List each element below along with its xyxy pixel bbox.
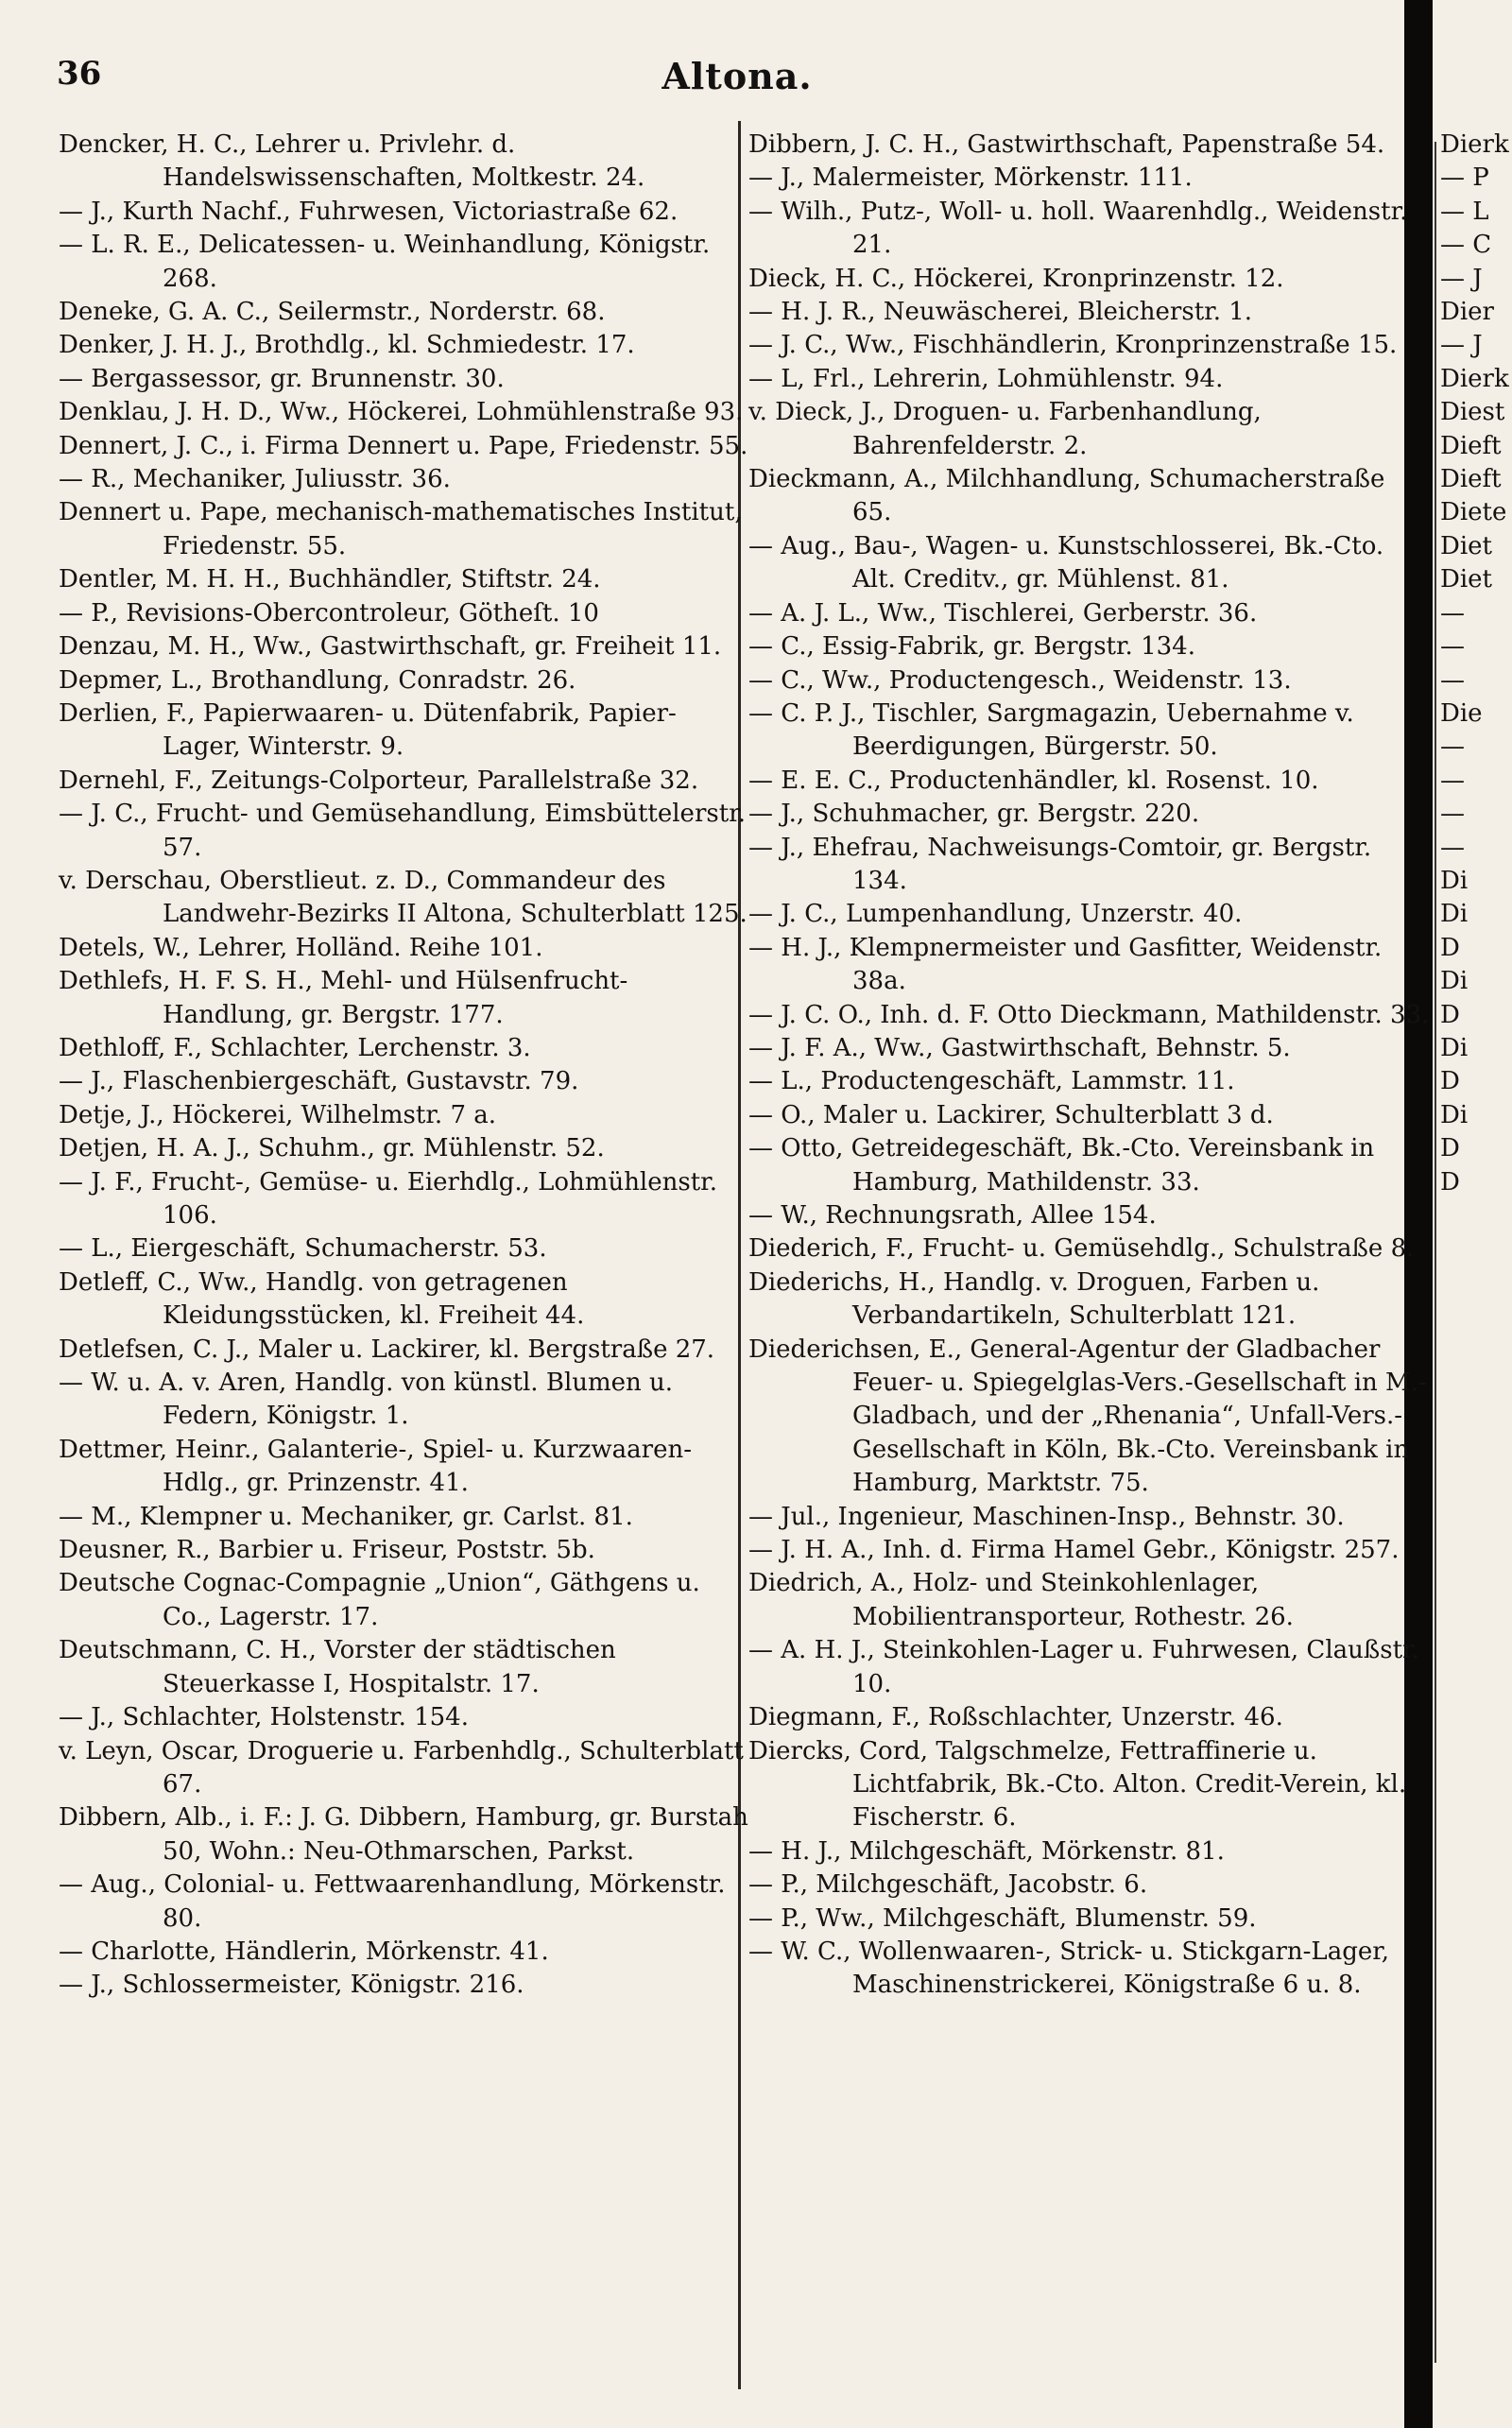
directory-entry: — Wilh., Putz-, Woll- u. holl. Waarenhdlg., Weidenstr. 21. (748, 197, 1408, 260)
directory-entry: — J. F. A., Ww., Gastwirthschaft, Behnstr. 5. (748, 1033, 1291, 1062)
directory-entry: — (1440, 800, 1465, 829)
directory-entry: Detleff, C., Ww., Handlg. von getragenen Kleidungsstücken, kl. Freiheit 44. (59, 1267, 585, 1331)
directory-entry: — L., Productengeschäft, Lammstr. 11. (748, 1067, 1235, 1096)
directory-entry: Die (1440, 698, 1483, 728)
directory-entry: Dierk (1440, 130, 1509, 159)
directory-entry: Derlien, F., Papierwaaren- u. Dütenfabrik, Papier-Lager, Winterstr. 9. (59, 698, 677, 762)
directory-entry: — Jul., Ingenieur, Maschinen-Insp., Behnstr. 30. (748, 1502, 1345, 1531)
directory-entry: — W., Rechnungsrath, Allee 154. (748, 1201, 1157, 1230)
directory-entry: — E. E. C., Productenhändler, kl. Rosenst. 10. (748, 766, 1319, 795)
directory-entry: Dibbern, J. C. H., Gastwirthschaft, Papenstraße 54. (748, 130, 1385, 159)
directory-entry: — J., Schuhmacher, gr. Bergstr. 220. (748, 800, 1200, 829)
directory-entry: v. Leyn, Oscar, Droguerie u. Farbenhdlg., Schulterblatt 67. (59, 1736, 744, 1799)
column-right-fragment (1440, 129, 1512, 1199)
directory-entry: Denklau, J. H. D., Ww., Höckerei, Lohmühlenstraße 93. (59, 398, 744, 427)
directory-entry: Dieft (1440, 431, 1502, 460)
page-title: Altona. (662, 55, 813, 97)
directory-entry: Di (1440, 866, 1469, 895)
directory-entry: — J. H. A., Inh. d. Firma Hamel Gebr., Königstr. 257. (748, 1536, 1400, 1565)
directory-entry: — H. J. R., Neuwäscherei, Bleicherstr. 1. (748, 298, 1253, 327)
directory-entry: — C., Ww., Productengesch., Weidenstr. 13. (748, 665, 1292, 695)
directory-entry: Dettmer, Heinr., Galanterie-, Spiel- u. Kurzwaaren-Hdlg., gr. Prinzenstr. 41. (59, 1435, 692, 1498)
directory-entry: Dentler, M. H. H., Buchhändler, Stiftstr. 24. (59, 565, 601, 594)
directory-entry: — H. J., Milchgeschäft, Mörkenstr. 81. (748, 1836, 1225, 1866)
directory-entry: Dierk (1440, 364, 1509, 393)
directory-entry: — P., Milchgeschäft, Jacobstr. 6. (748, 1870, 1148, 1900)
directory-entry: — (1440, 766, 1465, 795)
directory-entry: — C (1440, 231, 1492, 260)
directory-entry: Dieck, H. C., Höckerei, Kronprinzenstr. 12. (748, 264, 1284, 293)
directory-entry: — J., Flaschenbiergeschäft, Gustavstr. 79. (59, 1067, 579, 1096)
directory-entry: — J., Schlossermeister, Königstr. 216. (59, 1971, 524, 2000)
directory-entry: Dier (1440, 298, 1494, 327)
directory-entry: Diedrich, A., Holz- und Steinkohlenlager, Mobilientransporteur, Rothestr. 26. (748, 1569, 1294, 1631)
directory-entry: — (1440, 665, 1465, 695)
directory-entry: — C., Essig-Fabrik, gr. Bergstr. 134. (748, 632, 1195, 662)
directory-entry: Diet (1440, 565, 1492, 594)
directory-entry: — J (1440, 264, 1483, 293)
directory-entry: — A. H. J., Steinkohlen-Lager u. Fuhrwesen, Claußstr. 10. (748, 1636, 1419, 1698)
directory-entry: Deneke, G. A. C., Seilermstr., Norderstr. 68. (59, 298, 606, 327)
directory-entry: — J., Ehefrau, Nachweisungs-Comtoir, gr. Bergstr. 134. (748, 833, 1372, 895)
directory-entry: Diest (1440, 398, 1505, 427)
page-header (57, 55, 1418, 112)
directory-entry: Detjen, H. A. J., Schuhm., gr. Mühlenstr. 52. (59, 1134, 605, 1163)
directory-entry: Denzau, M. H., Ww., Gastwirthschaft, gr. Freiheit 11. (59, 632, 722, 662)
directory-entry: Di (1440, 1033, 1469, 1062)
directory-entry: — (1440, 732, 1465, 762)
directory-entry: — P., Ww., Milchgeschäft, Blumenstr. 59. (748, 1903, 1257, 1933)
directory-entry: D (1440, 1167, 1460, 1197)
directory-entry: Diederich, F., Frucht- u. Gemüsehdlg., Schulstraße 8. (748, 1234, 1415, 1264)
page-number: 36 (57, 55, 102, 93)
directory-entry: — W. u. A. v. Aren, Handlg. von künstl. Blumen u. Federn, Königstr. 1. (59, 1369, 674, 1431)
directory-entry: D (1440, 1000, 1460, 1029)
directory-entry: D (1440, 1134, 1460, 1163)
directory-entry: — L. R. E., Delicatessen- u. Weinhandlung, Königstr. 268. (59, 231, 711, 293)
directory-entry: Diete (1440, 498, 1507, 527)
directory-entry: — Otto, Getreidegeschäft, Bk.-Cto. Vereinsbank in Hamburg, Mathildenstr. 33. (748, 1134, 1375, 1197)
directory-entry: — C. P. J., Tischler, Sargmagazin, Uebernahme v. Beerdigungen, Bürgerstr. 50. (748, 698, 1354, 762)
directory-entry: Diederichs, H., Handlg. v. Droguen, Farben u. Verbandartikeln, Schulterblatt 121. (748, 1267, 1320, 1331)
directory-entry: Denker, J. H. J., Brothdlg., kl. Schmiedestr. 17. (59, 331, 635, 360)
directory-entry: Dennert u. Pape, mechanisch-mathematisches Institut, Friedenstr. 55. (59, 498, 743, 560)
column-left (59, 129, 750, 2003)
directory-entry: — O., Maler u. Lackirer, Schulterblatt 3 d. (748, 1100, 1274, 1129)
directory-entry: — J. C., Frucht- und Gemüsehandlung, Eimsbüttelerstr. 57. (59, 800, 746, 862)
directory-entry: — (1440, 833, 1465, 862)
directory-entry: — J. F., Frucht-, Gemüse- u. Eierhdlg., Lohmühlenstr. 106. (59, 1167, 718, 1230)
column-middle (748, 129, 1431, 2003)
directory-entry: Dieckmann, A., Milchhandlung, Schumacherstraße 65. (748, 465, 1385, 527)
directory-entry: Diederichsen, E., General-Agentur der Gladbacher Feuer- u. Spiegelglas-Vers.-Gesellschaft in M.-Gladbach, und der „Rhenania“, Unfall-Vers.-Gesellschaft in Köln, Bk.-Cto. Vereinsbank in Hamburg, Marktstr. 75. (748, 1335, 1427, 1498)
directory-entry: Dernehl, F., Zeitungs-Colporteur, Parallelstraße 32. (59, 766, 699, 795)
directory-entry: — J. C. O., Inh. d. F. Otto Dieckmann, Mathildenstr. 33. (748, 1000, 1430, 1029)
directory-entry: D (1440, 1067, 1460, 1096)
directory-entry: Diercks, Cord, Talgschmelze, Fettraffinerie u. Lichtfabrik, Bk.-Cto. Alton. Credit-Verein, kl. Fischerstr. 6. (748, 1736, 1407, 1833)
directory-entry: — H. J., Klempnermeister und Gasfitter, Weidenstr. 38a. (748, 933, 1383, 996)
directory-entry: Detlefsen, C. J., Maler u. Lackirer, kl. Bergstraße 27. (59, 1335, 715, 1364)
directory-entry: Di (1440, 1100, 1469, 1129)
directory-entry: v. Derschau, Oberstlieut. z. D., Commandeur des Landwehr-Bezirks II Altona, Schulterblatt 125. (59, 866, 747, 929)
directory-entry: — J (1440, 331, 1483, 360)
directory-entry: — (1440, 632, 1465, 662)
directory-entry: Diet (1440, 531, 1492, 560)
directory-entry: Detje, J., Höckerei, Wilhelmstr. 7 a. (59, 1100, 497, 1129)
directory-entry: Dennert, J. C., i. Firma Dennert u. Pape, Friedenstr. 55. (59, 431, 748, 460)
directory-entry: — P (1440, 164, 1489, 193)
directory-entry: Di (1440, 967, 1469, 996)
directory-entry: — J., Kurth Nachf., Fuhrwesen, Victoriastraße 62. (59, 197, 679, 226)
directory-entry: Diegmann, F., Roßschlachter, Unzerstr. 46. (748, 1703, 1283, 1732)
directory-entry: Di (1440, 900, 1469, 929)
directory-entry: Detels, W., Lehrer, Holländ. Reihe 101. (59, 933, 543, 962)
directory-entry: — L (1440, 197, 1489, 226)
directory-entry: Dencker, H. C., Lehrer u. Privlehr. d. Handelswissenschaften, Moltkestr. 24. (59, 130, 645, 193)
directory-entry: Dibbern, Alb., i. F.: J. G. Dibbern, Hamburg, gr. Burstah 50, Wohn.: Neu-Othmarschen, Parkst. (59, 1803, 748, 1866)
directory-entry: — R., Mechaniker, Juliusstr. 36. (59, 465, 451, 494)
directory-entry: — L., Eiergeschäft, Schumacherstr. 53. (59, 1234, 547, 1264)
directory-entry: — L, Frl., Lehrerin, Lohmühlenstr. 94. (748, 364, 1224, 393)
directory-entry: Deutschmann, C. H., Vorster der städtischen Steuerkasse I, Hospitalstr. 17. (59, 1636, 616, 1698)
directory-entry: — Aug., Bau-, Wagen- u. Kunstschlosserei, Bk.-Cto. Alt. Creditv., gr. Mühlenst. 81. (748, 531, 1384, 594)
directory-entry: — J., Schlachter, Holstenstr. 154. (59, 1703, 469, 1732)
directory-entry: — A. J. L., Ww., Tischlerei, Gerberstr. 36. (748, 598, 1258, 628)
directory-entry: — (1440, 598, 1465, 628)
directory-entry: — J. C., Lumpenhandlung, Unzerstr. 40. (748, 900, 1243, 929)
directory-entry: — P., Revisions-Obercontroleur, Götheſt. 10 (59, 598, 599, 628)
directory-entry: Deutsche Cognac-Compagnie „Union“, Gäthgens u. Co., Lagerstr. 17. (59, 1569, 700, 1631)
directory-entry: Dieft (1440, 465, 1502, 494)
directory-entry: D (1440, 933, 1460, 962)
directory-entry: Depmer, L., Brothandlung, Conradstr. 26. (59, 665, 576, 695)
next-page-edge (1435, 142, 1436, 2363)
directory-entry: v. Dieck, J., Droguen- u. Farbenhandlung, Bahrenfelderstr. 2. (748, 398, 1262, 460)
directory-entry: — W. C., Wollenwaaren-, Strick- u. Stickgarn-Lager, Maschinenstrickerei, Königstraße 6 u. 8. (748, 1937, 1390, 2000)
directory-entry: — J. C., Ww., Fischhändlerin, Kronprinzenstraße 15. (748, 331, 1398, 360)
directory-entry: Dethloff, F., Schlachter, Lerchenstr. 3. (59, 1033, 531, 1062)
directory-entry: — J., Malermeister, Mörkenstr. 111. (748, 164, 1193, 193)
directory-entry: — Aug., Colonial- u. Fettwaarenhandlung, Mörkenstr. 80. (59, 1870, 726, 1933)
directory-entry: — Bergassessor, gr. Brunnenstr. 30. (59, 364, 505, 393)
directory-entry: — M., Klempner u. Mechaniker, gr. Carlst. 81. (59, 1502, 633, 1531)
directory-entry: — Charlotte, Händlerin, Mörkenstr. 41. (59, 1937, 549, 1966)
directory-entry: Deusner, R., Barbier u. Friseur, Poststr. 5b. (59, 1536, 595, 1565)
directory-entry: Dethlefs, H. F. S. H., Mehl- und Hülsenfrucht-Handlung, gr. Bergstr. 177. (59, 967, 628, 1029)
